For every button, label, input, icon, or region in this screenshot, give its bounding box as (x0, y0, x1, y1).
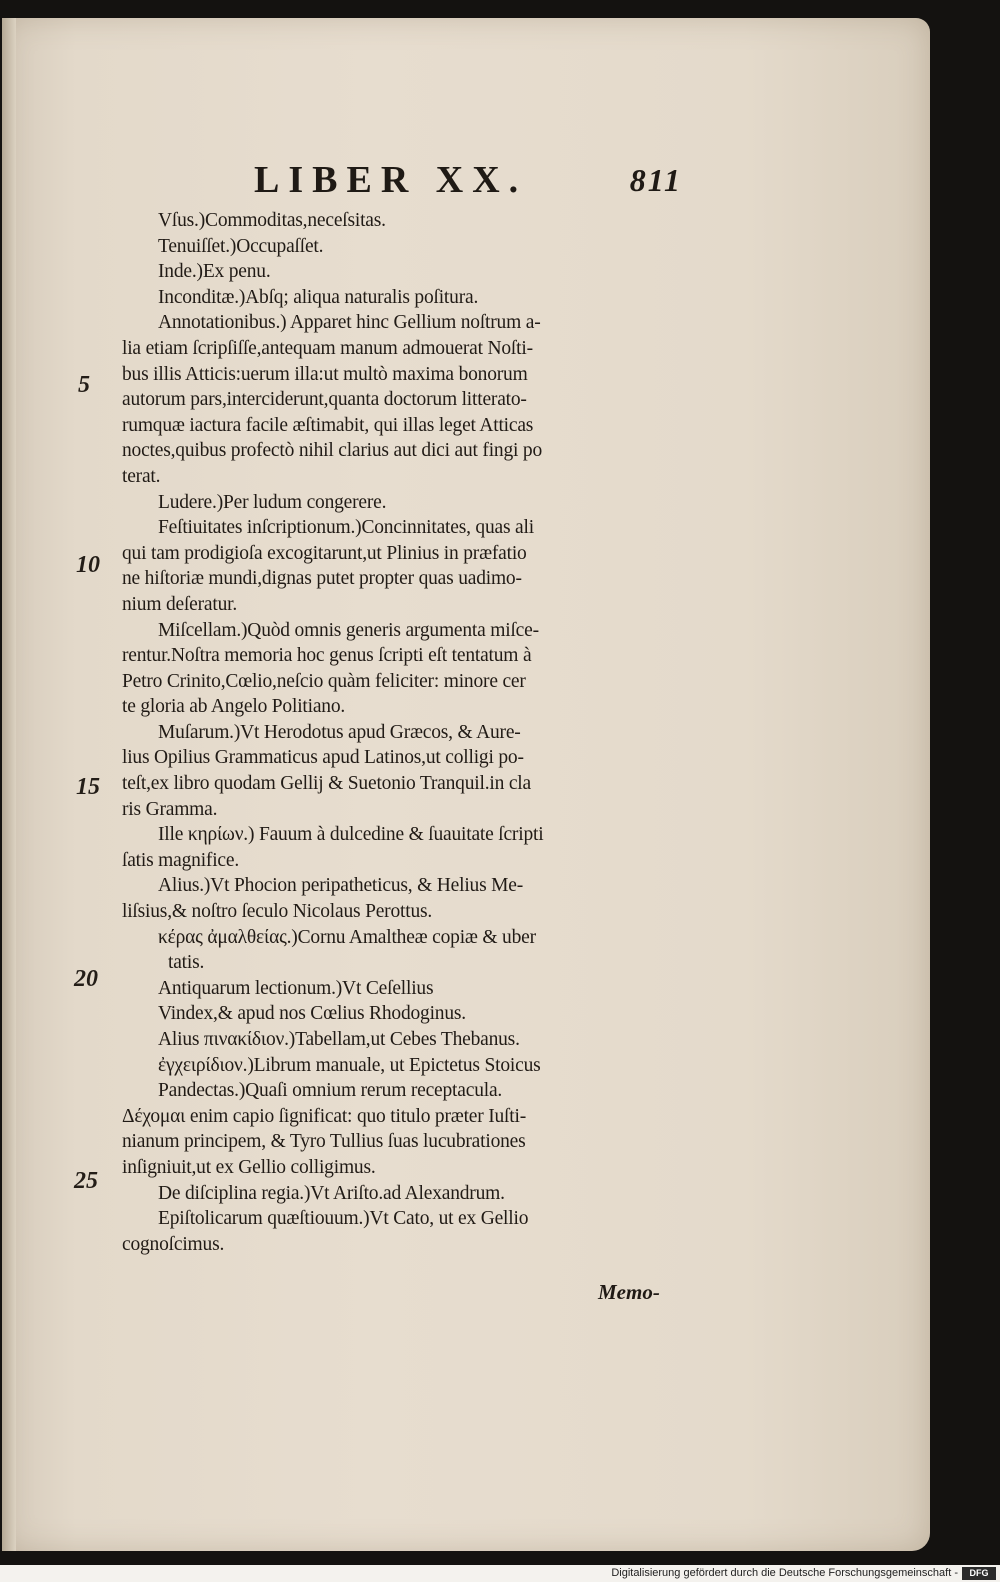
footer-credit: Digitalisierung gefördert durch die Deutsche Forschungsgemeinschaft - (611, 1567, 958, 1579)
text-line: lia etiam ſcripſiſſe,antequam manum admouerat Noſti- (122, 337, 533, 359)
text-line: cognoſcimus. (122, 1233, 225, 1255)
text-line: noctes,quibus profectò nihil clarius aut dici aut fingi po (122, 440, 543, 462)
text-line: nium deſeratur. (122, 593, 238, 615)
text-line: Pandectas.)Quaſi omnium rerum receptacula. (158, 1080, 503, 1102)
margin-line-number: 25 (74, 1168, 98, 1194)
text-line: Miſcellam.)Quòd omnis generis argumenta miſce- (158, 619, 539, 641)
text-line: Inde.)Ex penu. (158, 261, 271, 283)
running-head: LIBER XX. (254, 159, 528, 201)
text-line: Δέχομαι enim capio ſignificat: quo titulo præter Iuſti- (122, 1105, 527, 1127)
margin-line-number: 10 (76, 552, 100, 578)
text-line: terat. (122, 465, 161, 487)
body-text (122, 208, 697, 1257)
text-line: κέρας ἀμαλθείας.)Cornu Amaltheæ copiæ & uber (158, 926, 536, 948)
text-line: liſsius,& noſtro ſeculo Nicolaus Perottus. (122, 901, 433, 923)
text-line: Alius.)Vt Phocion peripatheticus, & Helius Me- (158, 875, 524, 897)
text-line: ſatis magnifice. (122, 849, 240, 871)
margin-line-number: 5 (78, 372, 90, 398)
text-line: ris Gramma. (122, 798, 218, 820)
page-number: 811 (629, 162, 682, 198)
text-line: Petro Crinito,Cœlio,neſcio quàm feliciter: minore cer (122, 670, 526, 692)
page-header (248, 158, 688, 208)
page-gutter (2, 18, 16, 1551)
footer-bar (0, 1565, 1000, 1582)
text-line: te gloria ab Angelo Politiano. (122, 696, 346, 718)
text-line: inſigniuit,ut ex Gellio colligimus. (122, 1156, 376, 1178)
text-line: teſt,ex libro quodam Gellij & Suetonio Tranquil.in cla (122, 773, 531, 795)
text-line: qui tam prodigioſa excogitarunt,ut Plinius in præfatio (122, 542, 527, 564)
text-line: nianum principem, & Tyro Tullius ſuas lucubrationes (122, 1131, 526, 1153)
text-line: ἐγχειρίδιον.)Librum manuale, ut Epictetus Stoicus (158, 1054, 541, 1076)
margin-line-number: 20 (74, 966, 98, 992)
text-line: Ludere.)Per ludum congerere. (158, 491, 387, 513)
text-line: Annotationibus.) Apparet hinc Gellium noſtrum a- (158, 312, 541, 334)
text-line: rentur.Noſtra memoria hoc genus ſcripti eſt tentatum à (122, 645, 532, 667)
text-line: rumquæ iactura facile æſtimabit, qui illas leget Atticas (122, 414, 534, 436)
text-line: Ille κηρίων.) Fauum à dulcedine & ſuauitate ſcripti (158, 824, 544, 846)
dfg-logo-icon: DFG (962, 1567, 996, 1580)
text-line: Tenuiſſet.)Occupaſſet. (158, 235, 324, 257)
text-line: tatis. (168, 952, 205, 974)
text-line: ne hiſtoriæ mundi,dignas putet propter quas uadimo- (122, 568, 522, 590)
margin-line-number: 15 (76, 774, 100, 800)
text-line: autorum pars,interciderunt,quanta doctorum litterato- (122, 389, 527, 411)
text-line: Epiſtolicarum quæſtiouum.)Vt Cato, ut ex Gellio (158, 1208, 529, 1230)
text-line: Inconditæ.)Abſq; aliqua naturalis poſitura. (158, 286, 479, 308)
text-line: bus illis Atticis:uerum illa:ut multò maxima bonorum (122, 363, 528, 385)
text-line: lius Opilius Grammaticus apud Latinos,ut colligi po- (122, 747, 524, 769)
text-line: Alius πινακίδιον.)Tabellam,ut Cebes Thebanus. (158, 1029, 520, 1050)
text-line: Vſus.)Commoditas,neceſsitas. (158, 210, 386, 231)
text-line: Muſarum.)Vt Herodotus apud Græcos, & Aure- (158, 721, 521, 743)
catchword: Memo- (598, 1280, 660, 1304)
text-line: Vindex,& apud nos Cœlius Rhodoginus. (158, 1003, 466, 1025)
text-line: Antiquarum lectionum.)Vt Ceſellius (158, 977, 434, 999)
text-line: Feſtiuitates inſcriptionum.)Concinnitates, quas ali (158, 517, 534, 539)
text-line: De diſciplina regia.)Vt Ariſto.ad Alexandrum. (158, 1182, 505, 1204)
